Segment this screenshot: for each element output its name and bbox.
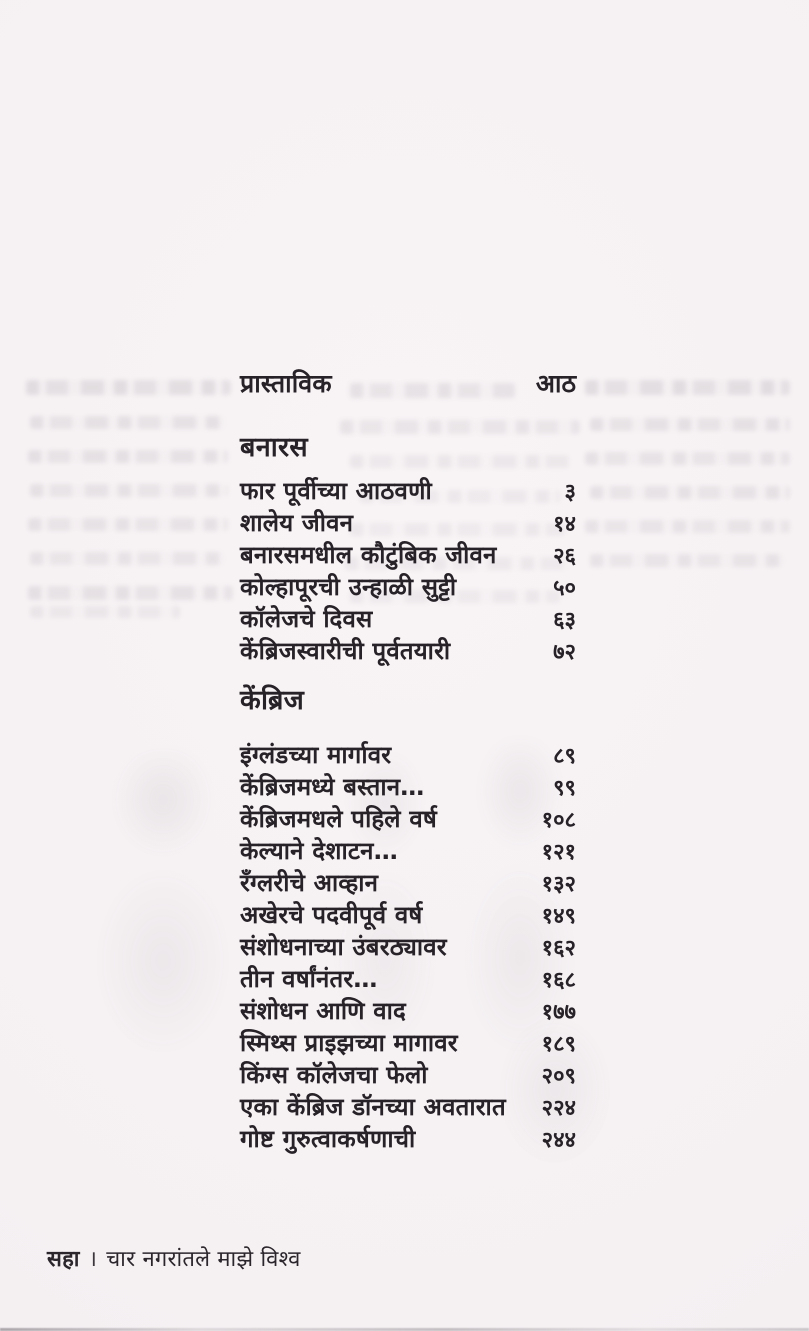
toc-entry-title: किंग्स कॉलेजचा फेलो [240, 1061, 428, 1089]
toc-entry-title: इंग्लंडच्या मार्गावर [240, 741, 392, 769]
toc-entry-title: बनारसमधील कौटुंबिक जीवन [240, 541, 497, 569]
toc-entry-title: संशोधनाच्या उंबरठ्यावर [240, 933, 447, 961]
toc-section-header-banaras: बनारस [240, 432, 308, 463]
toc-entry-title: स्मिथ्स प्राइझच्या मागावर [240, 1029, 458, 1057]
bleed-through-text-smudge [585, 452, 790, 465]
toc-entry-page: २०९ [541, 1064, 576, 1089]
toc-entry [240, 1026, 576, 1058]
toc-entry [240, 1090, 576, 1122]
toc-entry-page: ८९ [553, 744, 576, 769]
bleed-through-text-smudge [26, 380, 231, 395]
toc-entry-page: ३ [564, 480, 576, 505]
toc-entry [240, 602, 576, 634]
toc-entry-intro [240, 366, 576, 400]
toc-entry-title: केंब्रिजमधले पहिले वर्ष [240, 805, 437, 833]
toc-entry [240, 770, 576, 802]
page-footer [47, 1243, 301, 1273]
toc-entry-page: १६२ [541, 936, 576, 961]
toc-entry [240, 930, 576, 962]
bleed-through-text-smudge [585, 380, 790, 395]
toc-entry-page: ९९ [553, 776, 576, 801]
toc-entry [240, 802, 576, 834]
toc-entry-title: प्रास्ताविक [240, 369, 332, 398]
bleed-through-portrait-figure [78, 750, 248, 1060]
bleed-through-text-smudge [590, 554, 785, 567]
toc-entry-title: अखेरचे पदवीपूर्व वर्ष [240, 901, 423, 929]
toc-entry-page: १४ [553, 512, 576, 537]
toc-entry-page: १६८ [541, 968, 576, 993]
toc-entry-title: केंब्रिजमध्ये बस्तान… [240, 773, 425, 801]
bleed-through-text-smudge [28, 518, 228, 531]
toc-entry-title: केंब्रिजस्वारीची पूर्वतयारी [240, 637, 451, 665]
toc-entry-title: गोष्ट गुरुत्वाकर्षणाची [240, 1125, 416, 1153]
toc-entry [240, 866, 576, 898]
toc-entry-page: २६ [553, 544, 576, 569]
bleed-through-text-smudge [590, 418, 790, 431]
toc-entry-page: ५० [553, 576, 576, 601]
toc-entry [240, 570, 576, 602]
toc-entry-title: केल्याने देशाटन… [240, 837, 398, 865]
toc-entry-title: कोल्हापूरची उन्हाळी सुट्टी [240, 573, 457, 601]
toc-entry-title: रँग्लरीचे आव्हान [240, 869, 379, 897]
toc-entry [240, 634, 576, 666]
toc-entry [240, 474, 576, 506]
bleed-through-text-smudge [30, 552, 225, 565]
toc-entry [240, 898, 576, 930]
toc-entry-title: संशोधन आणि वाद [240, 997, 406, 1025]
toc-entry-title: एका केंब्रिज डॉनच्या अवतारात [240, 1093, 506, 1121]
toc-entry [240, 538, 576, 570]
bleed-through-text-smudge [585, 520, 790, 533]
toc-entry-page: १२१ [541, 840, 576, 865]
toc-entry-page: ६३ [553, 608, 576, 633]
toc-entry-page: ७२ [553, 640, 576, 665]
toc-entry [240, 1058, 576, 1090]
toc-entry-page: १७७ [541, 1000, 576, 1025]
toc-entry-page: १०८ [541, 808, 576, 833]
toc-section-entries [240, 738, 576, 1154]
toc-entry-title: शालेय जीवन [240, 509, 354, 537]
toc-entry [240, 506, 576, 538]
footer-book-title: चार नगरांतले माझे विश्व [106, 1247, 301, 1272]
toc-section-entries [240, 474, 576, 666]
toc-entry-page: १८९ [541, 1032, 576, 1057]
footer-separator: । [88, 1247, 98, 1272]
toc-entry [240, 1122, 576, 1154]
toc-section-header-cambridge: केंब्रिज [240, 685, 305, 716]
toc-entry-title: कॉलेजचे दिवस [240, 605, 373, 633]
toc-entry [240, 994, 576, 1026]
toc-entry-page: २२४ [541, 1096, 576, 1121]
toc-entry [240, 738, 576, 770]
bleed-through-text-smudge [28, 586, 233, 600]
bleed-through-text-smudge [30, 484, 228, 497]
footer-page-number-word: सहा [47, 1247, 80, 1272]
table-of-contents [240, 366, 576, 1154]
toc-entry-page: १४९ [541, 904, 576, 929]
toc-entry-title: फार पूर्वीच्या आठवणी [240, 477, 432, 505]
bleed-through-text-smudge [30, 416, 225, 429]
toc-entry [240, 962, 576, 994]
toc-entry-page: आठ [535, 369, 576, 398]
toc-entry-title: तीन वर्षांनंतर… [240, 965, 378, 993]
bleed-through-text-smudge [28, 450, 228, 463]
bleed-through-text-smudge [30, 606, 180, 618]
bleed-through-text-smudge [590, 486, 790, 499]
toc-entry-page: २४४ [541, 1128, 576, 1153]
toc-entry-page: १३२ [541, 872, 576, 897]
toc-entry [240, 834, 576, 866]
